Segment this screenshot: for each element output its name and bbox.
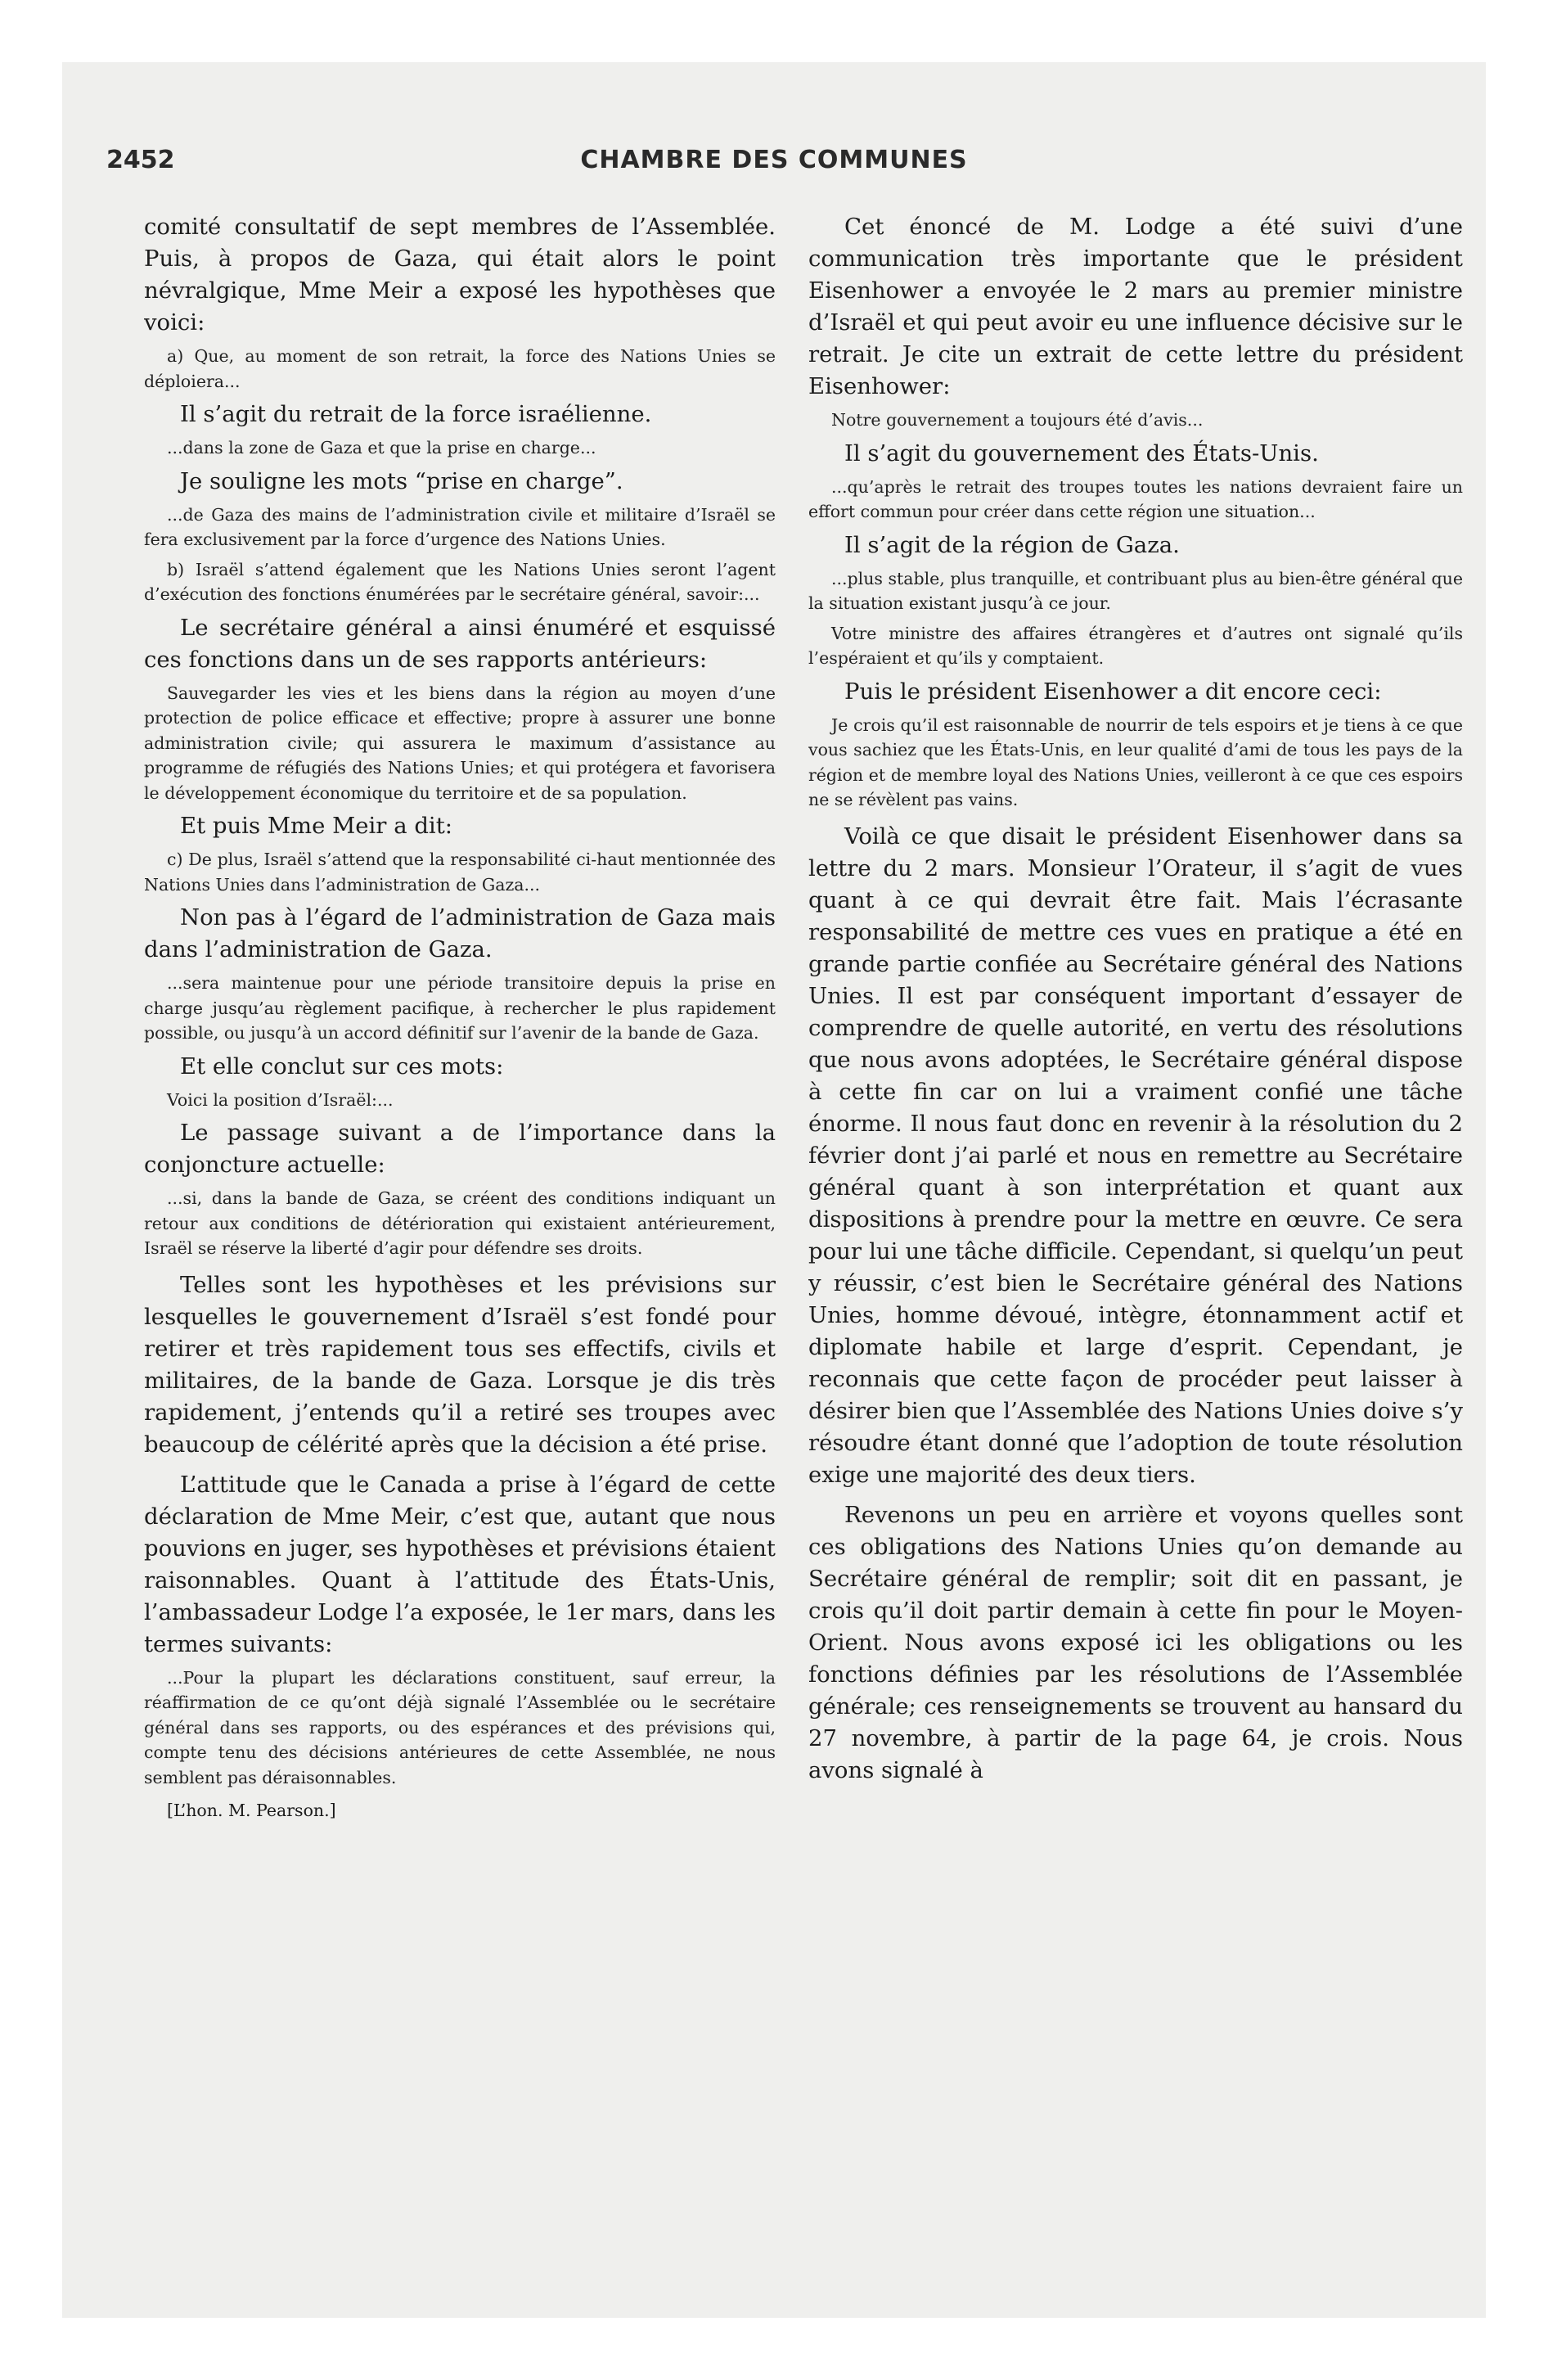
quote: b) Israël s’attend également que les Nations Unies seront l’agent d’exécution des fonctions énumérées par le secrétaire général, savoir:...: [144, 559, 776, 604]
paragraph: Il s’agit de la région de Gaza.: [844, 531, 1180, 558]
page-number: 2452: [106, 146, 175, 174]
paragraph: Telles sont les hypothèses et les prévisions sur lesquelles le gouvernement d’Israël s’est fondé pour retirer et très rapidement tous ses effectifs, civils et militaires, de la bande de Gaza. Lorsque je dis très rapidement, j’entends qu’il a retiré ses troupes avec beaucoup de célérité après que la décision a été prise.: [144, 1271, 776, 1458]
paragraph: L’attitude que le Canada a prise à l’égard de cette déclaration de Mme Meir, c’est que, autant que nous pouvions en juger, ses hypothèses et prévisions étaient raisonnables. Quant à l’attitude des États-Unis, l’ambassadeur Lodge l’a exposée, le 1er mars, dans les termes suivants:: [144, 1471, 776, 1657]
quote: ...sera maintenue pour une période transitoire depuis la prise en charge jusqu’au règlement pacifique, à rechercher le plus rapidement possible, ou jusqu’à un accord définitif sur l’avenir de la bande de Gaza.: [144, 973, 776, 1043]
paragraph: Voilà ce que disait le président Eisenhower dans sa lettre du 2 mars. Monsieur l’Orateur, il s’agit de vues quant à ce qui devrait être fait. Mais l’écrasante responsabilité de mettre ces vues en pratique a été en grande partie confiée au Secrétaire général des Nations Unies. Il est par conséquent important d’essayer de comprendre de quelle autorité, en vertu des résolutions que nous avons adoptées, le Secrétaire général dispose à cette fin car on lui a vraiment confié une tâche énorme. Il nous faut donc en revenir à la résolution du 2 février dont j’ai parlé et nous en remettre au Secrétaire général quant à son interprétation et quant aux dispositions à prendre pour la mettre en œuvre. Ce sera pour lui une tâche difficile. Cependant, si quelqu’un peut y réussir, c’est bien le Secrétaire général des Nations Unies, homme dévoué, intègre, étonnamment actif et diplomate habile et large d’esprit. Cependant, je reconnais que cette façon de procéder peut laisser à désirer bien que l’Assemblée des Nations Unies doive s’y résoudre étant donné que l’adoption de toute résolution exige une majorité des deux tiers.: [808, 823, 1463, 1488]
quote: ...dans la zone de Gaza et que la prise en charge...: [167, 438, 596, 458]
paragraph: Le passage suivant a de l’importance dans la conjoncture actuelle:: [144, 1120, 776, 1178]
paragraph: Le secrétaire général a ainsi énuméré et esquissé ces fonctions dans un de ses rapports antérieurs:: [144, 614, 776, 673]
quote: ...de Gaza des mains de l’administration civile et militaire d’Israël se fera exclusivement par la force d’urgence des Nations Unies.: [144, 504, 776, 549]
speaker-attribution: [L’hon. M. Pearson.]: [167, 1801, 336, 1820]
quote: Voici la position d’Israël:...: [167, 1089, 394, 1110]
page-header: [106, 146, 1442, 182]
quote: Votre ministre des affaires étrangères et d’autres ont signalé qu’ils l’espéraient et qu’ils y comptaient.: [808, 623, 1463, 668]
quote: ...qu’après le retrait des troupes toutes les nations devraient faire un effort commun pour créer dans cette région une situation...: [808, 476, 1463, 521]
paragraph: Je souligne les mots “prise en charge”.: [180, 467, 623, 494]
quote: ...plus stable, plus tranquille, et contribuant plus au bien-être général que la situation existant jusqu’à ce jour.: [808, 568, 1463, 613]
paragraph: Cet énoncé de M. Lodge a été suivi d’une communication très importante que le président Eisenhower a envoyée le 2 mars au premier ministre d’Israël et qui peut avoir eu une influence décisive sur le retrait. Je cite un extrait de cette lettre du président Eisenhower:: [808, 214, 1463, 399]
left-column: [144, 211, 776, 2257]
right-column: [808, 211, 1463, 2257]
page-title: CHAMBRE DES COMMUNES: [580, 146, 968, 174]
paragraph: Puis le président Eisenhower a dit encore ceci:: [844, 678, 1382, 705]
quote: ...si, dans la bande de Gaza, se créent des conditions indiquant un retour aux conditions de détérioration qui existaient antérieurement, Israël se réserve la liberté d’agir pour défendre ses droits.: [144, 1188, 776, 1258]
quote: c) De plus, Israël s’attend que la responsabilité ci-haut mentionnée des Nations Unies dans l’administration de Gaza...: [144, 850, 776, 895]
paragraph: Et elle conclut sur ces mots:: [180, 1053, 504, 1080]
paragraph: Revenons un peu en arrière et voyons quelles sont ces obligations des Nations Unies qu’on demande au Secrétaire général de remplir; soit dit en passant, je crois qu’il doit partir demain à cette fin pour le Moyen-Orient. Nous avons exposé ici les obligations ou les fonctions définies par les résolutions de l’Assemblée générale; ces renseignements se trouvent au hansard du 27 novembre, à partir de la page 64, je crois. Nous avons signalé à: [808, 1501, 1463, 1783]
paragraph: comité consultatif de sept membres de l’Assemblée. Puis, à propos de Gaza, qui était alors le point névralgique, Mme Meir a exposé les hypothèses que voici:: [144, 214, 776, 336]
paragraph: Il s’agit du retrait de la force israélienne.: [180, 401, 652, 427]
quote: Je crois qu’il est raisonnable de nourrir de tels espoirs et je tiens à ce que vous sachiez que les États-Unis, en leur qualité d’ami de tous les pays de la région et de membre loyal des Nations Unies, veilleront à ce que ces espoirs ne se révèlent pas vains.: [808, 714, 1463, 809]
quote: ...Pour la plupart les déclarations constituent, sauf erreur, la réaffirmation de ce qu’ont déjà signalé l’Assemblée ou le secrétaire général dans ses rapports, ou des espérances et des prévisions qui, compte tenu des décisions antérieures de cette Assemblée, ne nous semblent pas déraisonnables.: [144, 1667, 776, 1787]
paragraph: Et puis Mme Meir a dit:: [180, 813, 453, 839]
quote: Notre gouvernement a toujours été d’avis...: [831, 410, 1204, 430]
paragraph: Non pas à l’égard de l’administration de Gaza mais dans l’administration de Gaza.: [144, 904, 776, 962]
paragraph: Il s’agit du gouvernement des États-Unis.: [844, 439, 1319, 467]
quote: a) Que, au moment de son retrait, la force des Nations Unies se déploiera...: [144, 346, 776, 391]
quote: Sauvegarder les vies et les biens dans la région au moyen d’une protection de police efficace et effective; propre à assurer une bonne administration civile; qui assurera le maximum d’assistance au programme de réfugiés des Nations Unies; et qui protégera et favorisera le développement économique du territoire et de sa population.: [144, 683, 776, 803]
